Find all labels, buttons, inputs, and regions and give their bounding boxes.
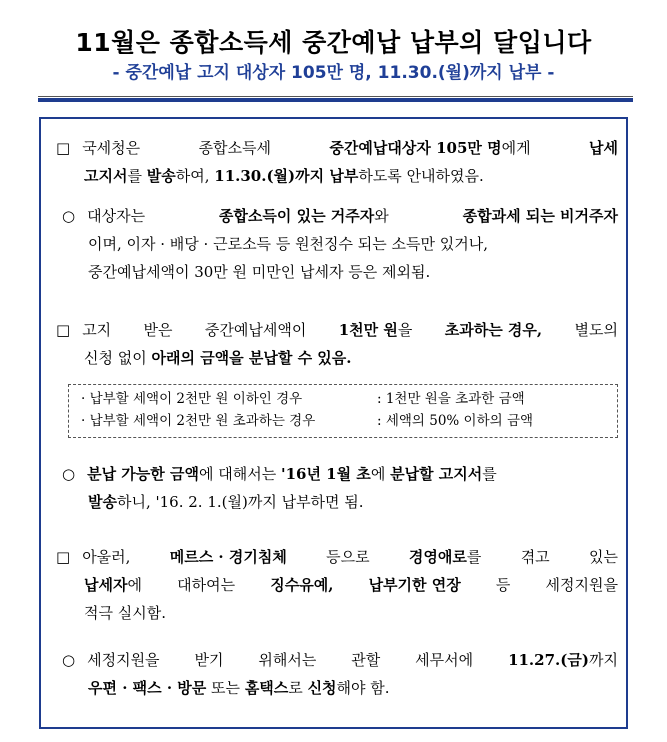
- text-run: 중간예납세액이: [204, 321, 307, 339]
- section-2a: [62, 460, 618, 516]
- text-run-bold: 신청: [307, 679, 337, 697]
- section-2a-line-1: [62, 460, 618, 488]
- square-bullet: □: [56, 548, 71, 566]
- section-1-line-2: [56, 162, 618, 190]
- text-run: 겪고: [520, 548, 550, 566]
- rule-condition: · 납부할 세액이 2천만 원 이하인 경우: [81, 391, 303, 407]
- text-run-bold: 아래의 금액을 분납할 수 있음.: [151, 349, 352, 367]
- installment-rule-1: [81, 388, 617, 410]
- circle-bullet: ○: [62, 465, 76, 483]
- text-run-bold: 고지서: [84, 167, 128, 185]
- text-run: 중간예납세액이 30만 원 미만인 납세자 등은 제외됨.: [88, 263, 431, 281]
- text-run-bold: 납부기한 연장: [368, 576, 461, 594]
- rule-amount: : 세액의 50% 이하의 금액: [377, 413, 534, 429]
- text-run-bold: 분납할 고지서: [390, 465, 483, 483]
- section-1: [56, 134, 618, 190]
- section-2-line-1: [56, 316, 618, 344]
- text-run-bold: 종합과세 되는 비거주자: [462, 207, 618, 225]
- circle-bullet: ○: [62, 207, 76, 225]
- text-run: 세정지원을: [87, 651, 160, 669]
- text-run: 적극 실시함.: [84, 604, 166, 622]
- text-run: 와: [374, 207, 389, 225]
- text-run: 국세청은: [82, 139, 141, 157]
- text-run: 하니, '16. 2. 1.(월)까지 납부하면 됨.: [116, 493, 364, 511]
- text-run-bold: 분납 가능한 금액: [87, 465, 199, 483]
- text-run-bold: 메르스 · 경기침체: [169, 548, 287, 566]
- text-run: 에: [127, 576, 142, 594]
- text-run: 별도의: [574, 321, 618, 339]
- text-run-bold: 납세: [588, 139, 618, 157]
- text-run: 세정지원을: [545, 576, 618, 594]
- text-run-bold: 경영애로: [408, 548, 467, 566]
- text-run: 대상자는: [87, 207, 146, 225]
- text-run: 하도록 안내하였음.: [358, 167, 484, 185]
- section-2-line-2: [56, 344, 618, 372]
- text-run-bold: 납세자: [84, 576, 128, 594]
- text-run: 을: [397, 321, 413, 339]
- text-run: 로: [288, 679, 308, 697]
- text-run: 등으로: [326, 548, 370, 566]
- text-run: 까지: [588, 651, 618, 669]
- text-run: 에게: [501, 139, 531, 157]
- text-run: 를: [127, 167, 147, 185]
- text-run-bold: 중간예납대상자 105만 명: [329, 139, 502, 157]
- title-divider-thin: [38, 96, 633, 97]
- rule-amount: : 1천만 원을 초과한 금액: [377, 391, 525, 407]
- installment-rules-box: [68, 384, 618, 438]
- text-run: 이며, 이자 · 배당 · 근로소득 등 원천징수 되는 소득만 있거나,: [88, 235, 489, 253]
- text-run: 받기: [194, 651, 224, 669]
- text-run-bold: 홈택스: [244, 679, 289, 697]
- section-3: [56, 543, 618, 627]
- text-run-bold: 초과하는 경우,: [444, 321, 543, 339]
- text-run: 세무서에: [415, 651, 474, 669]
- title-divider-thick: [38, 98, 633, 102]
- page-subtitle: - 중간예납 고지 대상자 105만 명, 11.30.(월)까지 납부 -: [112, 63, 555, 83]
- text-run-bold: 11.30.(월)까지 납부: [214, 167, 359, 185]
- section-3a-line-1: [62, 646, 618, 674]
- text-run: 신청 없이: [84, 349, 152, 367]
- text-run: 해야 함.: [336, 679, 390, 697]
- text-run: 받은: [143, 321, 173, 339]
- section-2: [56, 316, 618, 372]
- text-run: 대하여는: [177, 576, 236, 594]
- section-1a: [62, 202, 618, 286]
- text-run: 하여,: [175, 167, 215, 185]
- text-run-bold: 종합소득이 있는 거주자: [218, 207, 375, 225]
- text-run: 위해서는: [258, 651, 317, 669]
- rule-condition: · 납부할 세액이 2천만 원 초과하는 경우: [81, 413, 316, 429]
- section-2a-line-2: [62, 488, 618, 516]
- section-1-line-1: [56, 134, 618, 162]
- text-run: 를: [482, 465, 497, 483]
- section-3-line-2: [56, 571, 618, 599]
- text-run-bold: '16년 1월 초: [280, 465, 371, 483]
- text-run-bold: 발송: [88, 493, 117, 511]
- text-run-bold: 1천만 원: [338, 321, 398, 339]
- section-1a-line-1: [62, 202, 618, 230]
- text-run: 에 대해서는: [198, 465, 281, 483]
- text-run: 등: [495, 576, 511, 594]
- text-run-bold: 발송: [146, 167, 176, 185]
- square-bullet: □: [56, 139, 71, 157]
- section-3a-line-2: [62, 674, 618, 702]
- section-3-line-3: [56, 599, 618, 627]
- text-run: 를: [466, 548, 482, 566]
- text-run-bold: 11.27.(금): [508, 651, 589, 669]
- text-run-bold: 우편 · 팩스 · 방문: [88, 679, 207, 697]
- installment-rule-2: [81, 410, 617, 432]
- text-run-bold: 징수유예,: [270, 576, 334, 594]
- section-1a-line-3: [62, 258, 618, 286]
- text-run: 에: [370, 465, 391, 483]
- text-run: 고지: [82, 321, 112, 339]
- circle-bullet: ○: [62, 651, 76, 669]
- text-run: 있는: [588, 548, 618, 566]
- square-bullet: □: [56, 321, 71, 339]
- text-run: 또는: [206, 679, 245, 697]
- text-run: 아울러,: [82, 548, 131, 566]
- text-run: 관할: [351, 651, 381, 669]
- section-3-line-1: [56, 543, 618, 571]
- page-title: 11월은 종합소득세 중간예납 납부의 달입니다: [75, 28, 592, 57]
- section-3a: [62, 646, 618, 702]
- section-1a-line-2: [62, 230, 618, 258]
- text-run: 종합소득세: [198, 139, 272, 157]
